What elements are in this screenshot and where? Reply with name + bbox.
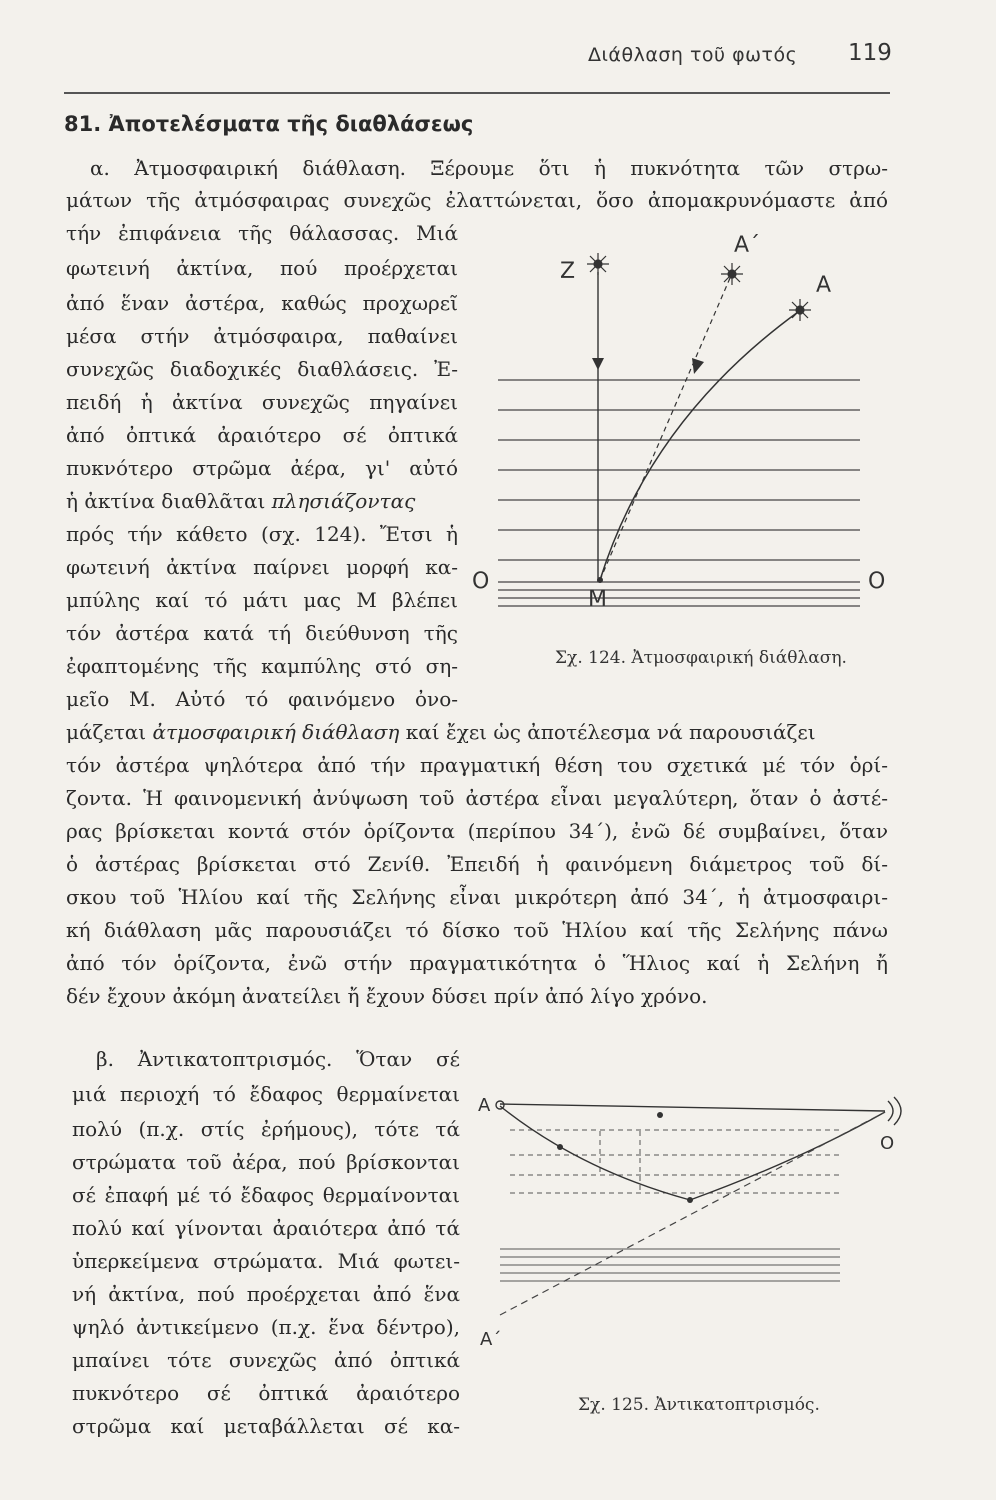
text-line: πυκνότερο στρῶμα ἀέρα, γι' αὐτό	[66, 456, 458, 480]
text-line: μιά περιοχή τό ἔδαφος θερμαίνεται	[72, 1082, 460, 1106]
text-line: ἀπό τόν ὁρίζοντα, ἐνῶ στήν πραγματικότητα ὁ Ἥλιος καί ἡ Σελήνη ἤ	[66, 951, 888, 975]
text-line	[66, 720, 888, 744]
eye-icon	[888, 1097, 901, 1125]
star-real-icon	[789, 299, 811, 321]
ray-point	[557, 1144, 563, 1150]
arrow-down-icon	[592, 358, 604, 370]
text-line: τόν ἀστέρα ψηλότερα ἀπό τήν πραγματική θέση του σχετικά μέ τόν ὁρί-	[66, 753, 888, 777]
header-rule	[64, 92, 890, 94]
text-line: δέν ἔχουν ἀκόμη ἀνατείλει ἤ ἔχουν δύσει πρίν ἀπό λίγο χρόνο.	[66, 984, 708, 1008]
text-line: πολύ καί γίνονται ἀραιότερα ἀπό τά	[72, 1216, 460, 1240]
text-line: ρας βρίσκεται κοντά στόν ὁρίζοντα (περίπου 34΄), ἐνῶ δέ συμβαίνει, ὅταν	[66, 819, 888, 843]
text-line: μάτων τῆς ἀτμόσφαιρας συνεχῶς ἐλαττώνεται, ὅσο ἀπομακρυνόμαστε ἀπό	[66, 188, 888, 212]
text-segment: μάζεται	[66, 720, 147, 744]
atmosphere-layers	[498, 380, 860, 606]
text-line: σέ ἐπαφή μέ τό ἔδαφος θερμαίνονται	[72, 1183, 460, 1207]
text-line: τόν ἀστέρα κατά τή διεύθυνση τῆς	[66, 621, 458, 645]
text-line: νή ἀκτίνα, πού προέρχεται ἀπό ἕνα	[72, 1282, 460, 1306]
text-line: πρός τήν κάθετο (σχ. 124). Ἔτσι ἡ	[66, 522, 458, 546]
text-line: κή διάθλαση μᾶς παρουσιάζει τό δίσκο τοῦ Ἡλίου καί τῆς Σελήνης πάνω	[66, 918, 888, 942]
label-eye: Μ	[588, 587, 607, 612]
text-line: μέσα στήν ἀτμόσφαιρα, παθαίνει	[66, 324, 458, 348]
text-line: σκου τοῦ Ἡλίου καί τῆς Σελήνης εἶναι μικρότερη ἀπό 34΄, ἡ ἀτμοσφαιρι-	[66, 885, 888, 909]
object-point	[496, 1101, 504, 1109]
section-title: 81. Ἀποτελέσματα τῆς διαθλάσεως	[64, 112, 474, 136]
label-star-apparent: Α΄	[734, 233, 761, 258]
italic-term: ἀτμοσφαιρική διάθλαση	[152, 720, 400, 744]
ray-point	[687, 1197, 693, 1203]
text-line: ὁ ἀστέρας βρίσκεται στό Ζενίθ. Ἐπειδή ἡ φαινόμενη διάμετρος τοῦ δί-	[66, 852, 888, 876]
label-horizon-right: Ο	[868, 569, 886, 594]
text-line: φωτεινή ἀκτίνα, πού προέρχεται	[66, 256, 458, 280]
text-line: ὑπερκείμενα στρώματα. Μιά φωτει-	[72, 1249, 460, 1273]
text-segment: καί ἔχει ὡς ἀποτέλεσμα νά παρουσιάζει	[405, 720, 816, 744]
text-line: φωτεινή ἀκτίνα παίρνει μορφή κα-	[66, 555, 458, 579]
text-line	[66, 489, 458, 513]
text-line: μεῖο Μ. Αὐτό τό φαινόμενο ὀνο-	[66, 687, 458, 711]
label-star-real: Α	[816, 273, 832, 298]
star-zenith-icon	[587, 253, 609, 275]
label-image: Α΄	[480, 1329, 502, 1350]
direct-ray	[500, 1104, 885, 1111]
label-object: Α	[478, 1095, 491, 1116]
text-line: α. Ἀτμοσφαιρική διάθλαση. Ξέρουμε ὅτι ἡ πυκνότητα τῶν στρω-	[90, 156, 888, 180]
text-line: στρώματα τοῦ ἀέρα, πού βρίσκονται	[72, 1150, 460, 1174]
figure-124-atmospheric-refraction	[460, 220, 886, 640]
figure-125-mirage	[470, 1075, 920, 1355]
text-line: ἐφαπτομένης τῆς καμπύλης στό ση-	[66, 654, 458, 678]
refracted-ray	[600, 312, 798, 580]
page-number: 119	[848, 40, 892, 66]
star-apparent-icon	[721, 263, 743, 285]
text-line: τήν ἐπιφάνεια τῆς θάλασσας. Μιά	[66, 221, 458, 245]
figure-124-caption: Σχ. 124. Ἀτμοσφαιρική διάθλαση.	[555, 648, 847, 668]
label-observer: Ο	[880, 1133, 895, 1154]
text-segment: ἡ ἀκτίνα διαθλᾶται	[66, 489, 266, 513]
text-line: μπύλης καί τό μάτι μας Μ βλέπει	[66, 588, 458, 612]
text-line: ἀπό ὀπτικά ἀραιότερο σέ ὀπτικά	[66, 423, 458, 447]
arrow-down-icon	[692, 358, 704, 374]
text-line: πυκνότερο σέ ὀπτικά ἀραιότερο	[72, 1381, 460, 1405]
figure-125-caption: Σχ. 125. Ἀντικατοπτρισμός.	[578, 1395, 820, 1415]
text-line: μπαίνει τότε συνεχῶς ἀπό ὀπτικά	[72, 1348, 460, 1372]
text-line: στρῶμα καί μεταβάλλεται σέ κα-	[72, 1414, 460, 1438]
text-line: πολύ (π.χ. στίς ἐρήμους), τότε τά	[72, 1117, 460, 1141]
refracted-ray	[500, 1106, 885, 1200]
label-horizon-left: Ο	[472, 569, 490, 594]
text-line: ψηλό ἀντικείμενο (π.χ. ἕνα δέντρο),	[72, 1315, 460, 1339]
text-line: πειδή ἡ ἀκτίνα συνεχῶς πηγαίνει	[66, 390, 458, 414]
ray-point	[657, 1112, 663, 1118]
eye-point	[597, 577, 603, 583]
text-line: β. Ἀντικατοπτρισμός. Ὅταν σέ	[96, 1047, 460, 1071]
text-line: ἀπό ἕναν ἀστέρα, καθώς προχωρεῖ	[66, 291, 458, 315]
running-title: Διάθλαση τοῦ φωτός	[588, 44, 798, 66]
italic-term: πλησιάζοντας	[271, 489, 416, 513]
text-line: ζοντα. Ἡ φαινομενική ἀνύψωση τοῦ ἀστέρα εἶναι μεγαλύτερη, ὅταν ὁ ἀστέ-	[66, 786, 888, 810]
text-line: συνεχῶς διαδοχικές διαθλάσεις. Ἐ-	[66, 357, 458, 381]
hot-air-layers	[500, 1249, 840, 1281]
apparent-direction	[600, 278, 730, 580]
label-zenith: Ζ	[560, 259, 576, 284]
